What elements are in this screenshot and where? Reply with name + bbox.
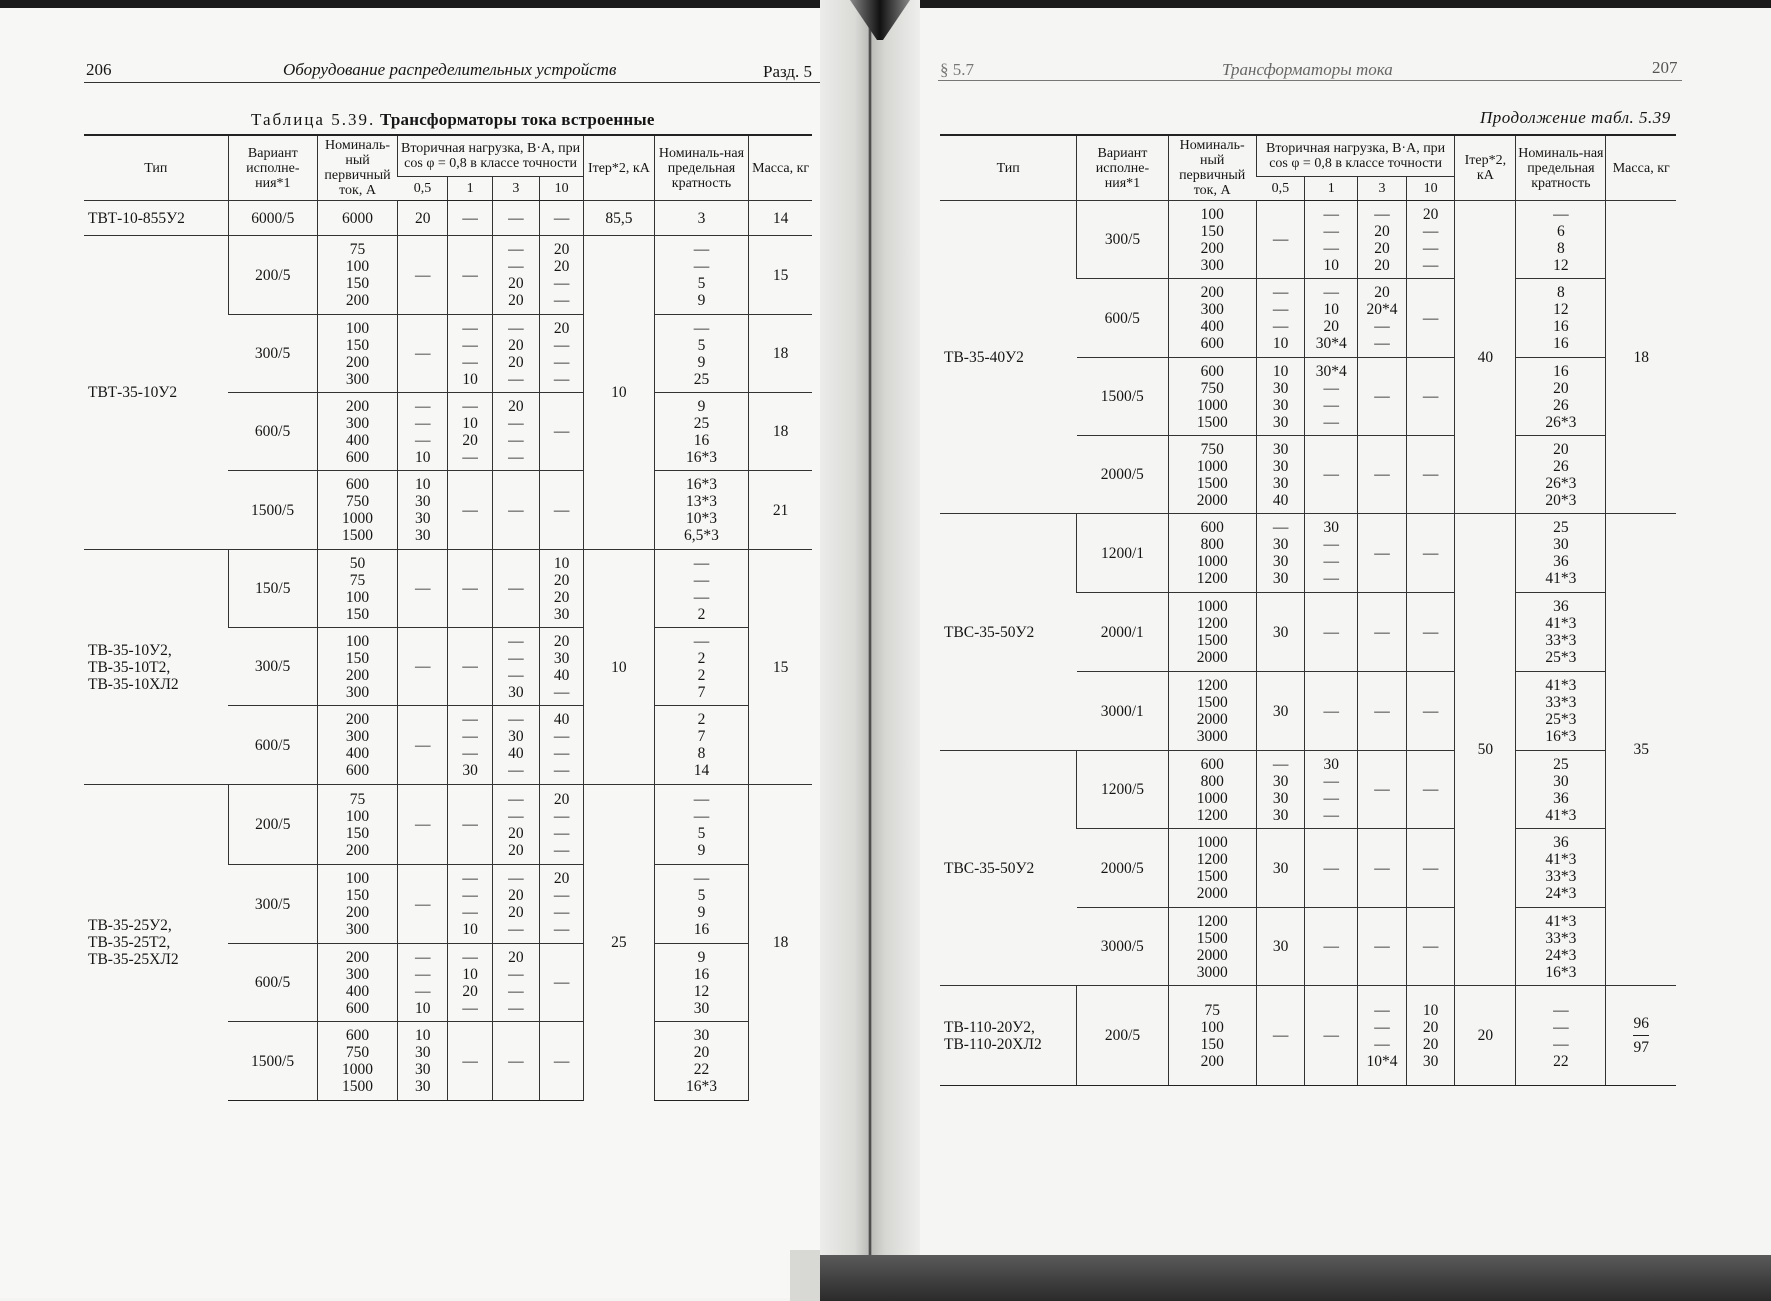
cell-load-class-1: — 10 20 — (448, 944, 492, 1022)
table-row (84, 236, 812, 315)
cell-limit-ratio: 25 30 36 41*3 (1516, 514, 1606, 593)
cell-load-class-3: — (1358, 514, 1407, 593)
cell-variant: 1200/5 (1077, 751, 1168, 829)
header-class-10: 10 (539, 177, 583, 201)
cell-load-class-1: — — — 10 (1305, 201, 1358, 279)
cell-load-class-1: — (448, 628, 492, 706)
running-title-left: Оборудование распределительных устройств (283, 60, 617, 79)
cell-limit-ratio: — 6 8 12 (1516, 201, 1606, 279)
header-variant: Вариант исполне-ния*1 (1077, 135, 1168, 201)
cell-load-class-3: — (1358, 672, 1407, 751)
cell-variant: 2000/5 (1077, 436, 1168, 514)
cell-load-class-3: — 20 20 — (492, 865, 539, 944)
header-ratio: Номиналь-ная предельная кратность (654, 135, 749, 201)
cell-variant: 1500/5 (228, 1022, 317, 1101)
cell-variant: 300/5 (228, 865, 317, 944)
header-iter: Iтер*2, кА (1455, 135, 1516, 201)
cell-load-class-05: 30 (1256, 672, 1305, 751)
cell-load-class-10: 20 20 — — (539, 236, 583, 315)
cell-limit-ratio: 25 30 36 41*3 (1516, 751, 1606, 829)
header-class-1: 1 (1305, 177, 1358, 201)
cell-nominal-current: 600 750 1000 1500 (1168, 358, 1256, 436)
header-class-10: 10 (1406, 177, 1455, 201)
header-class-1: 1 (448, 177, 492, 201)
cell-nominal-current: 100 150 200 300 (318, 628, 398, 706)
cell-variant: 1500/5 (1077, 358, 1168, 436)
cell-load-class-1: — (1305, 436, 1358, 514)
cell-load-class-05: — — — 10 (398, 944, 448, 1022)
book-gutter (820, 0, 920, 1301)
cell-load-class-1: — (1305, 986, 1358, 1086)
cell-variant: 2000/5 (1077, 829, 1168, 908)
fraction-bar (1633, 1035, 1649, 1036)
cell-load-class-3: — 30 40 — (492, 706, 539, 785)
cell-iter: 25 (584, 785, 654, 1101)
cell-load-class-3: — (1358, 593, 1407, 672)
cell-load-class-1: — (448, 550, 492, 628)
cell-nominal-current: 200 300 400 600 (318, 393, 398, 471)
cell-load-class-10: — (1406, 751, 1455, 829)
mass-bottom: 97 (1633, 1039, 1649, 1056)
cell-load-class-3: — (1358, 829, 1407, 908)
cell-load-class-3: — (1358, 358, 1407, 436)
cell-nominal-current: 750 1000 1500 2000 (1168, 436, 1256, 514)
cell-load-class-3: — (1358, 908, 1407, 986)
header-mass: Масса, кг (1606, 135, 1676, 201)
cell-load-class-05: — — — 10 (1256, 279, 1305, 358)
header-variant: Вариант исполне-ния*1 (228, 135, 317, 201)
cell-load-class-10: 40 — — — (539, 706, 583, 785)
cell-load-class-3: — (1358, 436, 1407, 514)
cell-variant: 600/5 (228, 706, 317, 785)
cell-limit-ratio: 9 25 16 16*3 (654, 393, 749, 471)
cell-iter: 10 (584, 236, 654, 550)
cell-load-class-1: 30*4 — — — (1305, 358, 1358, 436)
cell-load-class-05: — (398, 628, 448, 706)
cell-variant: 6000/5 (228, 201, 317, 236)
cell-load-class-10: — (539, 201, 583, 236)
table-row (84, 550, 812, 628)
cell-load-class-10: 20 — — — (1406, 201, 1455, 279)
cell-load-class-1: — (448, 785, 492, 865)
cell-load-class-10: — (1406, 593, 1455, 672)
cell-limit-ratio: 2 7 8 14 (654, 706, 749, 785)
cell-load-class-3: 20 20*4 — — (1358, 279, 1407, 358)
cell-load-class-3: — (492, 201, 539, 236)
cell-iter: 85,5 (584, 201, 654, 236)
cell-load-class-3: — (1358, 751, 1407, 829)
cell-iter: 50 (1455, 514, 1516, 986)
cell-mass: 15 (749, 236, 812, 315)
cell-load-class-05: — (398, 785, 448, 865)
cell-load-class-10: — (539, 944, 583, 1022)
cell-load-class-10: — (1406, 358, 1455, 436)
cell-load-class-05: 30 (1256, 829, 1305, 908)
cell-load-class-10: 20 30 40 — (539, 628, 583, 706)
cell-limit-ratio: 16 20 26 26*3 (1516, 358, 1606, 436)
cell-variant: 600/5 (228, 944, 317, 1022)
cell-nominal-current: 100 150 200 300 (318, 865, 398, 944)
cell-nominal-current: 100 150 200 300 (318, 315, 398, 393)
cell-limit-ratio: — — — 2 (654, 550, 749, 628)
cell-nominal-current: 1000 1200 1500 2000 (1168, 593, 1256, 672)
continuation-caption: Продолжение табл. 5.39 (1480, 108, 1671, 127)
cell-load-class-1: 30 — — — (1305, 514, 1358, 593)
header-rule-right (938, 80, 1682, 81)
caption-title: Трансформаторы тока встроенные (379, 110, 655, 129)
cell-load-class-1: — (448, 1022, 492, 1101)
cell-limit-ratio: — — 5 9 (654, 236, 749, 315)
mass-top: 96 (1633, 1015, 1649, 1032)
cell-load-class-1: 30 — — — (1305, 751, 1358, 829)
cell-limit-ratio: 8 12 16 16 (1516, 279, 1606, 358)
cell-load-class-05: 30 (1256, 908, 1305, 986)
cell-mass: 15 (749, 550, 812, 785)
cell-nominal-current: 100 150 200 300 (1168, 201, 1256, 279)
cell-mass: 35 (1606, 514, 1676, 986)
cell-limit-ratio: — 5 9 16 (654, 865, 749, 944)
table-row (84, 201, 812, 236)
cell-type: ТВ-35-40У2 (940, 201, 1077, 514)
cell-iter: 40 (1455, 201, 1516, 514)
cell-nominal-current: 6000 (318, 201, 398, 236)
cell-load-class-10: 20 — — — (539, 865, 583, 944)
cell-mass: 14 (749, 201, 812, 236)
table-body-right (940, 201, 1676, 1086)
cell-load-class-3: 20 — — — (492, 944, 539, 1022)
cell-limit-ratio: 16*3 13*3 10*3 6,5*3 (654, 471, 749, 550)
table-row (940, 201, 1676, 279)
cell-variant: 200/5 (228, 785, 317, 865)
cell-load-class-3: — 20 20 20 (1358, 201, 1407, 279)
cell-limit-ratio: 41*3 33*3 25*3 16*3 (1516, 672, 1606, 751)
cell-load-class-10: — (1406, 279, 1455, 358)
cell-load-class-05: — (398, 236, 448, 315)
cell-nominal-current: 1000 1200 1500 2000 (1168, 829, 1256, 908)
transformers-table-left (84, 134, 812, 1101)
cell-mass (1606, 986, 1676, 1086)
cell-iter: 10 (584, 550, 654, 785)
cell-load-class-10: 10 20 20 30 (1406, 986, 1455, 1086)
cell-nominal-current: 200 300 400 600 (318, 944, 398, 1022)
header-type: Тип (940, 135, 1077, 201)
header-type: Тип (84, 135, 228, 201)
cell-type: ТВ-35-25У2, ТВ-35-25Т2, ТВ-35-25ХЛ2 (84, 785, 228, 1101)
cell-variant: 200/5 (1077, 986, 1168, 1086)
table-row (940, 514, 1676, 593)
cell-load-class-1: — — — 30 (448, 706, 492, 785)
cell-load-class-10: 20 — — — (539, 785, 583, 865)
header-class-05: 0,5 (398, 177, 448, 201)
right-page (868, 8, 1771, 1298)
cell-limit-ratio: — — 5 9 (654, 785, 749, 865)
cell-load-class-10: — (1406, 436, 1455, 514)
transformers-table-right (940, 134, 1676, 1086)
cell-load-class-10: — (1406, 514, 1455, 593)
cell-limit-ratio: 36 41*3 33*3 25*3 (1516, 593, 1606, 672)
cell-load-class-3: — (492, 471, 539, 550)
cell-type: ТВТ-35-10У2 (84, 236, 228, 550)
cell-variant: 300/5 (1077, 201, 1168, 279)
header-iter: Iтер*2, кА (584, 135, 654, 201)
cell-load-class-1: — (448, 201, 492, 236)
cell-load-class-05: 30 (1256, 593, 1305, 672)
cell-load-class-05: — 30 30 30 (1256, 751, 1305, 829)
cell-variant: 2000/1 (1077, 593, 1168, 672)
header-secondary-load: Вторичная нагрузка, В·А, при cos φ = 0,8 в классе точности (398, 135, 584, 177)
scan-bottom-edge (820, 1255, 1771, 1301)
cell-limit-ratio: 20 26 26*3 20*3 (1516, 436, 1606, 514)
cell-load-class-1: — (448, 236, 492, 315)
cell-load-class-05: 10 30 30 30 (398, 471, 448, 550)
cell-variant: 150/5 (228, 550, 317, 628)
cell-limit-ratio: 41*3 33*3 24*3 16*3 (1516, 908, 1606, 986)
cell-load-class-05: — (398, 315, 448, 393)
header-nominal: Номиналь-ный первичный ток, А (318, 135, 398, 201)
cell-load-class-05: — (398, 550, 448, 628)
cell-variant: 200/5 (228, 236, 317, 315)
cell-load-class-05: — 30 30 30 (1256, 514, 1305, 593)
cell-limit-ratio: — 5 9 25 (654, 315, 749, 393)
running-title-right: Трансформаторы тока (1222, 60, 1393, 79)
cell-load-class-05: 10 30 30 30 (1256, 358, 1305, 436)
cell-variant: 600/5 (228, 393, 317, 471)
cell-nominal-current: 600 800 1000 1200 (1168, 751, 1256, 829)
cell-limit-ratio: 30 20 22 16*3 (654, 1022, 749, 1101)
cell-limit-ratio: 9 16 12 30 (654, 944, 749, 1022)
cell-load-class-3: — 20 20 — (492, 315, 539, 393)
mass-fraction (1633, 1015, 1649, 1056)
cell-variant: 1500/5 (228, 471, 317, 550)
cell-nominal-current: 75 100 150 200 (1168, 986, 1256, 1086)
cell-load-class-10: — (1406, 672, 1455, 751)
cell-variant: 600/5 (1077, 279, 1168, 358)
cell-load-class-1: — — — 10 (448, 315, 492, 393)
cell-load-class-05: — (398, 706, 448, 785)
cell-variant: 300/5 (228, 315, 317, 393)
cell-iter: 20 (1455, 986, 1516, 1086)
cell-load-class-10: — (539, 471, 583, 550)
cell-type: ТВ-35-10У2, ТВ-35-10Т2, ТВ-35-10ХЛ2 (84, 550, 228, 785)
cell-nominal-current: 200 300 400 600 (318, 706, 398, 785)
section-label-right: § 5.7 (940, 60, 974, 79)
cell-mass: 18 (749, 785, 812, 1101)
cell-variant: 3000/1 (1077, 672, 1168, 751)
cell-load-class-05: — (398, 865, 448, 944)
cell-nominal-current: 75 100 150 200 (318, 236, 398, 315)
caption-prefix: Таблица 5.39. (251, 110, 376, 129)
cell-nominal-current: 75 100 150 200 (318, 785, 398, 865)
left-page (0, 8, 868, 1298)
header-class-3: 3 (492, 177, 539, 201)
cell-load-class-10: — (539, 1022, 583, 1101)
cell-load-class-10: — (1406, 829, 1455, 908)
cell-limit-ratio: — — — 22 (1516, 986, 1606, 1086)
cell-load-class-10: — (539, 393, 583, 471)
header-class-05: 0,5 (1256, 177, 1305, 201)
cell-variant: 300/5 (228, 628, 317, 706)
cell-load-class-05: — (1256, 201, 1305, 279)
cell-type: ТВС-35-50У2 (940, 514, 1077, 751)
header-nominal: Номиналь-ный первичный ток, А (1168, 135, 1256, 201)
cell-type: ТВС-35-50У2 (940, 751, 1077, 986)
table-caption (251, 110, 655, 130)
cell-nominal-current: 200 300 400 600 (1168, 279, 1256, 358)
table-row (84, 785, 812, 865)
cell-load-class-10: 20 — — — (539, 315, 583, 393)
cell-load-class-3: — (492, 550, 539, 628)
cell-load-class-3: 20 — — — (492, 393, 539, 471)
cell-load-class-1: — (1305, 593, 1358, 672)
header-class-3: 3 (1358, 177, 1407, 201)
table-row (940, 986, 1676, 1086)
cell-mass: 18 (749, 393, 812, 471)
cell-load-class-1: — (1305, 908, 1358, 986)
header-mass: Масса, кг (749, 135, 812, 201)
cell-load-class-3: — — 20 20 (492, 785, 539, 865)
cell-load-class-05: 10 30 30 30 (398, 1022, 448, 1101)
cell-mass: 18 (749, 315, 812, 393)
cell-load-class-1: — — — 10 (448, 865, 492, 944)
header-rule-left (84, 82, 820, 83)
cell-load-class-1: — (1305, 672, 1358, 751)
cell-load-class-3: — — 20 20 (492, 236, 539, 315)
cell-limit-ratio: — 2 2 7 (654, 628, 749, 706)
cell-load-class-05: 20 (398, 201, 448, 236)
cell-load-class-1: — (1305, 829, 1358, 908)
cell-load-class-1: — (448, 471, 492, 550)
cell-load-class-3: — — — 30 (492, 628, 539, 706)
cell-load-class-10: — (1406, 908, 1455, 986)
cell-load-class-3: — (492, 1022, 539, 1101)
cell-nominal-current: 600 800 1000 1200 (1168, 514, 1256, 593)
cell-variant: 3000/5 (1077, 908, 1168, 986)
cell-nominal-current: 50 75 100 150 (318, 550, 398, 628)
cell-load-class-05: — — — 10 (398, 393, 448, 471)
cell-type: ТВТ-10-855У2 (84, 201, 228, 236)
cell-nominal-current: 600 750 1000 1500 (318, 1022, 398, 1101)
header-secondary-load: Вторичная нагрузка, В·А, при cos φ = 0,8 в классе точности (1256, 135, 1455, 177)
section-label-left: Разд. 5 (763, 62, 813, 81)
cell-load-class-05: — (1256, 986, 1305, 1086)
table-row (940, 751, 1676, 829)
table-body-left (84, 201, 812, 1101)
cell-mass: 21 (749, 471, 812, 550)
cell-variant: 1200/1 (1077, 514, 1168, 593)
cell-limit-ratio: 36 41*3 33*3 24*3 (1516, 829, 1606, 908)
cell-limit-ratio: 3 (654, 201, 749, 236)
cell-nominal-current: 600 750 1000 1500 (318, 471, 398, 550)
page-number-left: 206 (86, 60, 112, 79)
cell-load-class-05: 30 30 30 40 (1256, 436, 1305, 514)
page-number-right: 207 (1652, 58, 1678, 77)
cell-load-class-1: — 10 20 — (448, 393, 492, 471)
cell-nominal-current: 1200 1500 2000 3000 (1168, 672, 1256, 751)
header-ratio: Номиналь-ная предельная кратность (1516, 135, 1606, 201)
cell-mass: 18 (1606, 201, 1676, 514)
cell-load-class-1: — 10 20 30*4 (1305, 279, 1358, 358)
cell-nominal-current: 1200 1500 2000 3000 (1168, 908, 1256, 986)
cell-load-class-3: — — — 10*4 (1358, 986, 1407, 1086)
cell-load-class-10: 10 20 20 30 (539, 550, 583, 628)
cell-type: ТВ-110-20У2, ТВ-110-20ХЛ2 (940, 986, 1077, 1086)
